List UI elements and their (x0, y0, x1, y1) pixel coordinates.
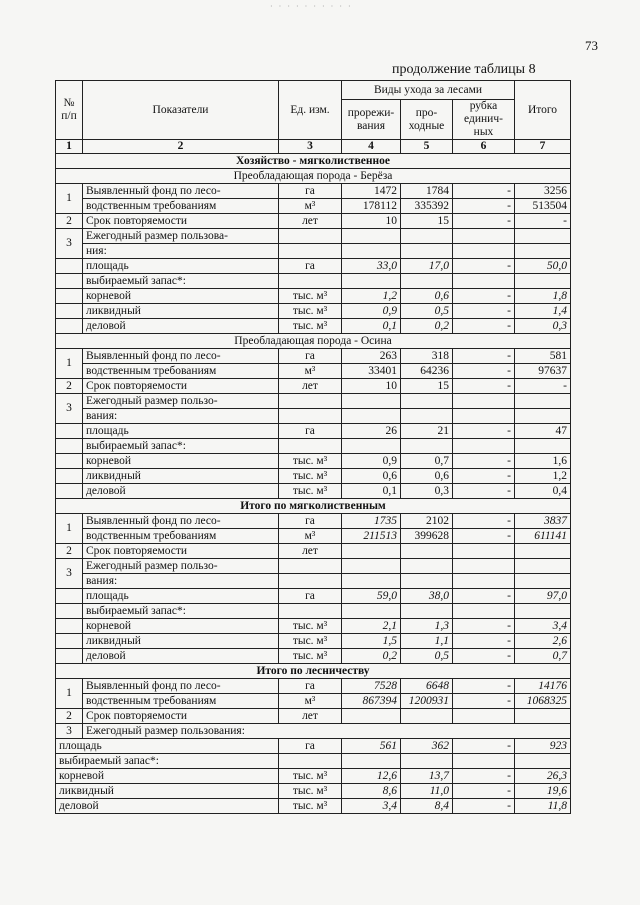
row-label: водственным требованиям (83, 199, 279, 214)
cell: 11,8 (515, 799, 571, 814)
row-num: 3 (56, 229, 83, 259)
header-indicator: Показатели (83, 81, 279, 140)
cell: 13,7 (401, 769, 453, 784)
table-row (56, 604, 571, 619)
cell: - (453, 469, 515, 484)
col-index: 5 (401, 140, 453, 154)
table-row (56, 184, 571, 199)
table-row (56, 259, 571, 274)
table-row (56, 469, 571, 484)
cell: 0,5 (401, 649, 453, 664)
header-passage: про-ходные (401, 100, 453, 140)
cell: - (453, 694, 515, 709)
cell: - (453, 799, 515, 814)
row-num: 1 (56, 184, 83, 214)
cell: 97637 (515, 364, 571, 379)
table-row (56, 229, 571, 244)
cell: - (515, 214, 571, 229)
cell: 1,1 (401, 634, 453, 649)
row-label: Ежегодный размер пользования: (83, 724, 571, 739)
row-unit: тыс. м³ (279, 799, 342, 814)
row-unit: тыс. м³ (279, 484, 342, 499)
cell: 0,6 (342, 469, 401, 484)
row-unit: тыс. м³ (279, 319, 342, 334)
cell: 1,6 (515, 454, 571, 469)
row-label: ликвидный (83, 469, 279, 484)
table-row (56, 424, 571, 439)
row-label: Ежегодный размер пользо- (83, 394, 279, 409)
row-unit: тыс. м³ (279, 619, 342, 634)
header-row (56, 81, 571, 100)
cell: 513504 (515, 199, 571, 214)
row-label: водственным требованиям (83, 364, 279, 379)
cell: - (453, 454, 515, 469)
section-title: Хозяйство - мягколиственное (56, 154, 571, 169)
row-unit: лет (279, 379, 342, 394)
cell: 2,6 (515, 634, 571, 649)
cell: - (453, 259, 515, 274)
scan-artifact: · · · · · · · · · · (270, 2, 353, 11)
row-unit: га (279, 589, 342, 604)
table-row (56, 529, 571, 544)
cell: - (453, 304, 515, 319)
cell: 21 (401, 424, 453, 439)
cell: 1,3 (401, 619, 453, 634)
table-row (56, 304, 571, 319)
forest-care-table (55, 80, 571, 814)
section-title: Итого по мягколиственным (56, 499, 571, 514)
row-label: деловой (56, 799, 279, 814)
table-row (56, 649, 571, 664)
cell: 0,2 (401, 319, 453, 334)
row-num: 2 (56, 214, 83, 229)
table-row (56, 619, 571, 634)
cell: 0,5 (401, 304, 453, 319)
table-row (56, 799, 571, 814)
cell: 318 (401, 349, 453, 364)
row-num: 2 (56, 709, 83, 724)
row-unit: лет (279, 214, 342, 229)
row-unit: м³ (279, 199, 342, 214)
row-label: Выявленный фонд по лесо- (83, 184, 279, 199)
cell: 97,0 (515, 589, 571, 604)
row-unit: тыс. м³ (279, 454, 342, 469)
cell: 0,6 (401, 289, 453, 304)
row-unit: га (279, 349, 342, 364)
table-row (56, 274, 571, 289)
cell: - (453, 289, 515, 304)
cell: 38,0 (401, 589, 453, 604)
cell: 47 (515, 424, 571, 439)
cell: - (453, 349, 515, 364)
row-num: 3 (56, 559, 83, 589)
cell: 1,5 (342, 634, 401, 649)
table-row (56, 364, 571, 379)
row-label: ния: (83, 244, 279, 259)
row-unit: тыс. м³ (279, 649, 342, 664)
row-label: Срок повторяемости (83, 709, 279, 724)
row-unit: м³ (279, 529, 342, 544)
cell: 14176 (515, 679, 571, 694)
row-label: Выявленный фонд по лесо- (83, 349, 279, 364)
cell: - (453, 769, 515, 784)
cell: 0,1 (342, 484, 401, 499)
cell: 59,0 (342, 589, 401, 604)
table-row (56, 484, 571, 499)
col-index: 2 (83, 140, 279, 154)
header-num: № п/п (56, 81, 83, 140)
table-row (56, 379, 571, 394)
cell: 362 (401, 739, 453, 754)
cell: 1784 (401, 184, 453, 199)
cell: - (453, 634, 515, 649)
table-row (56, 574, 571, 589)
row-label: ликвидный (83, 634, 279, 649)
cell: 581 (515, 349, 571, 364)
cell: 6648 (401, 679, 453, 694)
header-total: Итого (515, 81, 571, 140)
cell: - (453, 679, 515, 694)
table-row (56, 289, 571, 304)
cell: - (453, 424, 515, 439)
subsection-title: Преобладающая порода - Осина (56, 334, 571, 349)
row-num: 1 (56, 349, 83, 379)
cell: 15 (401, 214, 453, 229)
row-label: корневой (56, 769, 279, 784)
cell: 17,0 (401, 259, 453, 274)
table-row (56, 559, 571, 574)
table-row (56, 199, 571, 214)
cell: 7528 (342, 679, 401, 694)
cell: 1,2 (515, 469, 571, 484)
cell: 335392 (401, 199, 453, 214)
cell: 923 (515, 739, 571, 754)
row-num: 1 (56, 679, 83, 709)
table-row (56, 544, 571, 559)
col-index: 7 (515, 140, 571, 154)
table-row (56, 349, 571, 364)
cell: 0,7 (401, 454, 453, 469)
row-label: Выявленный фонд по лесо- (83, 679, 279, 694)
cell: 3837 (515, 514, 571, 529)
table-row (56, 244, 571, 259)
row-unit: м³ (279, 694, 342, 709)
row-unit: тыс. м³ (279, 304, 342, 319)
row-label: ликвидный (56, 784, 279, 799)
cell: 11,0 (401, 784, 453, 799)
table-row (56, 724, 571, 739)
table-row (56, 634, 571, 649)
row-num: 2 (56, 544, 83, 559)
row-unit: га (279, 184, 342, 199)
row-label: корневой (83, 619, 279, 634)
row-label: выбираемый запас*: (56, 754, 279, 769)
table-row (56, 439, 571, 454)
cell: 2,1 (342, 619, 401, 634)
row-label: водственным требованиям (83, 694, 279, 709)
cell: - (515, 379, 571, 394)
cell: - (453, 619, 515, 634)
cell: 33,0 (342, 259, 401, 274)
cell: - (453, 184, 515, 199)
cell: 0,3 (401, 484, 453, 499)
row-label: деловой (83, 484, 279, 499)
row-unit: га (279, 739, 342, 754)
table-row (56, 739, 571, 754)
table-row (56, 769, 571, 784)
cell: - (453, 379, 515, 394)
header-thinning: прорежи-вания (342, 100, 401, 140)
cell: 1068325 (515, 694, 571, 709)
row-unit: тыс. м³ (279, 769, 342, 784)
table-row (56, 784, 571, 799)
cell: - (453, 484, 515, 499)
row-label: вания: (83, 574, 279, 589)
table-row (56, 514, 571, 529)
cell: 0,9 (342, 304, 401, 319)
cell: - (453, 529, 515, 544)
table-row (56, 394, 571, 409)
row-label: Выявленный фонд по лесо- (83, 514, 279, 529)
cell: 0,2 (342, 649, 401, 664)
cell: 399628 (401, 529, 453, 544)
cell: - (453, 649, 515, 664)
row-unit: лет (279, 544, 342, 559)
cell: - (453, 214, 515, 229)
cell: 2102 (401, 514, 453, 529)
cell: 3256 (515, 184, 571, 199)
table-row (56, 694, 571, 709)
row-label: выбираемый запас*: (83, 439, 279, 454)
row-label: корневой (83, 289, 279, 304)
row-num: 3 (56, 394, 83, 424)
cell: 0,6 (401, 469, 453, 484)
row-label: площадь (83, 589, 279, 604)
row-num: 2 (56, 379, 83, 394)
cell: - (453, 514, 515, 529)
cell: 1,8 (515, 289, 571, 304)
cell: - (453, 319, 515, 334)
cell: 178112 (342, 199, 401, 214)
row-unit: га (279, 679, 342, 694)
header-unit: Ед. изм. (279, 81, 342, 140)
cell: 19,6 (515, 784, 571, 799)
col-index: 3 (279, 140, 342, 154)
row-unit: тыс. м³ (279, 784, 342, 799)
cell: 611141 (515, 529, 571, 544)
cell: 10 (342, 379, 401, 394)
row-label: водственным требованиям (83, 529, 279, 544)
cell: - (453, 739, 515, 754)
row-label: вания: (83, 409, 279, 424)
row-num: 3 (56, 724, 83, 739)
row-unit: тыс. м³ (279, 634, 342, 649)
cell: - (453, 784, 515, 799)
cell: 0,7 (515, 649, 571, 664)
cell: 33401 (342, 364, 401, 379)
row-label: выбираемый запас*: (83, 274, 279, 289)
table-row (56, 589, 571, 604)
cell: 8,6 (342, 784, 401, 799)
cell: 1,4 (515, 304, 571, 319)
row-label: ликвидный (83, 304, 279, 319)
table-row (56, 679, 571, 694)
table-row (56, 754, 571, 769)
row-label: Срок повторяемости (83, 214, 279, 229)
cell: 50,0 (515, 259, 571, 274)
cell: 64236 (401, 364, 453, 379)
cell: 1200931 (401, 694, 453, 709)
cell: 1,2 (342, 289, 401, 304)
row-label: площадь (83, 424, 279, 439)
row-label: Ежегодный размер пользо- (83, 559, 279, 574)
row-unit: лет (279, 709, 342, 724)
row-num: 1 (56, 514, 83, 544)
cell: 0,4 (515, 484, 571, 499)
row-label: Ежегодный размер пользова- (83, 229, 279, 244)
page-number: 73 (585, 38, 598, 53)
cell: 867394 (342, 694, 401, 709)
row-unit: тыс. м³ (279, 289, 342, 304)
section-title: Итого по лесничеству (56, 664, 571, 679)
subsection-title: Преобладающая порода - Берёза (56, 169, 571, 184)
header-types-group: Виды ухода за лесами (342, 81, 515, 100)
table-row (56, 319, 571, 334)
cell: 26 (342, 424, 401, 439)
cell: - (453, 364, 515, 379)
row-label: Срок повторяемости (83, 544, 279, 559)
cell: 561 (342, 739, 401, 754)
column-index-row (56, 140, 571, 154)
table-row (56, 214, 571, 229)
row-label: площадь (56, 739, 279, 754)
row-unit: га (279, 259, 342, 274)
cell: 12,6 (342, 769, 401, 784)
cell: 15 (401, 379, 453, 394)
cell: 211513 (342, 529, 401, 544)
row-label: выбираемый запас*: (83, 604, 279, 619)
row-label: корневой (83, 454, 279, 469)
row-label: площадь (83, 259, 279, 274)
row-label: деловой (83, 319, 279, 334)
cell: 0,9 (342, 454, 401, 469)
cell: 26,3 (515, 769, 571, 784)
cell: 263 (342, 349, 401, 364)
cell: - (453, 199, 515, 214)
cell: 1735 (342, 514, 401, 529)
row-label: Срок повторяемости (83, 379, 279, 394)
table-continuation-title: продолжение таблицы 8 (392, 62, 536, 77)
row-unit: га (279, 514, 342, 529)
cell: 8,4 (401, 799, 453, 814)
cell: 0,3 (515, 319, 571, 334)
cell: 10 (342, 214, 401, 229)
cell: 1472 (342, 184, 401, 199)
table-row (56, 409, 571, 424)
table-row (56, 454, 571, 469)
row-unit: тыс. м³ (279, 469, 342, 484)
cell: 0,1 (342, 319, 401, 334)
header-selective: рубка единич-ных (453, 100, 515, 140)
cell: - (453, 589, 515, 604)
col-index: 4 (342, 140, 401, 154)
row-label: деловой (83, 649, 279, 664)
col-index: 6 (453, 140, 515, 154)
table-row (56, 709, 571, 724)
cell: 3,4 (342, 799, 401, 814)
row-unit: га (279, 424, 342, 439)
col-index: 1 (56, 140, 83, 154)
cell: 3,4 (515, 619, 571, 634)
row-unit: м³ (279, 364, 342, 379)
